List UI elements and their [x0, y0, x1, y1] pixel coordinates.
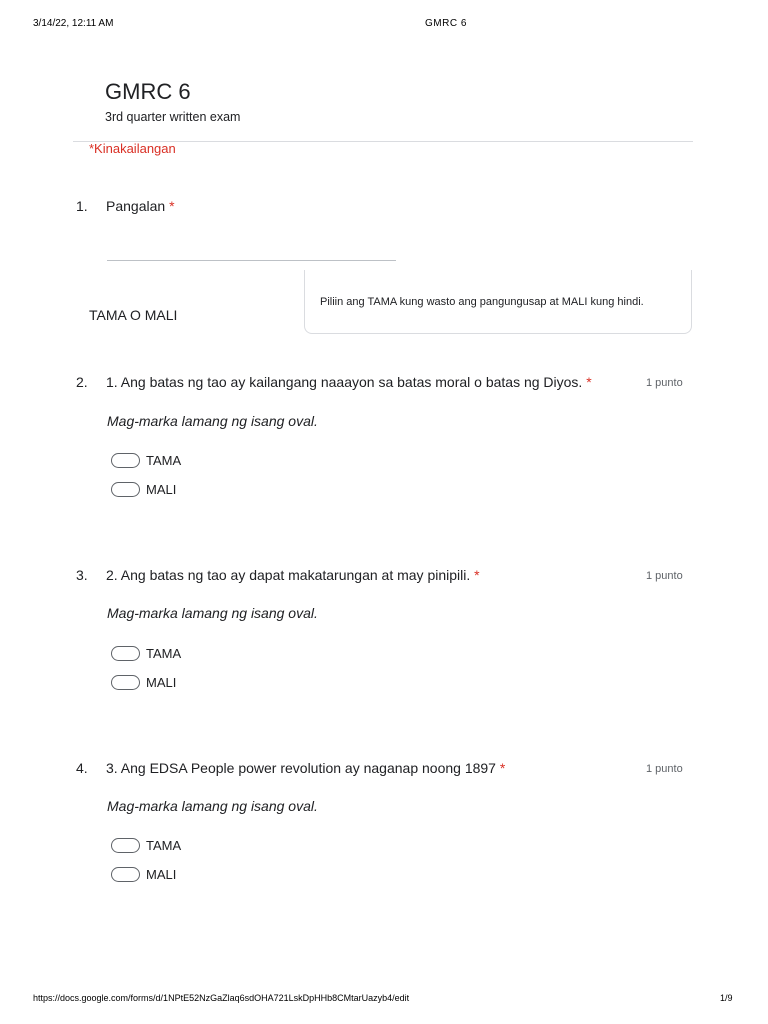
question-points: 1 punto	[646, 377, 683, 389]
required-asterisk: *	[499, 760, 506, 776]
question-label: 1. Ang batas ng tao ay kailangang naaayon sa batas moral o batas ng Diyos.	[106, 374, 583, 390]
oval-radio[interactable]	[111, 838, 140, 853]
print-datetime: 3/14/22, 12:11 AM	[33, 18, 114, 29]
oval-radio[interactable]	[111, 675, 140, 690]
option-mali[interactable]	[111, 673, 176, 691]
name-answer-field[interactable]	[107, 260, 396, 261]
section-description: Piliin ang TAMA kung wasto ang pangungusap at MALI kung hindi.	[320, 296, 644, 308]
required-note: *Kinakailangan	[89, 141, 176, 156]
print-url: https://docs.google.com/forms/d/1NPtE52NzGaZlaq6sdOHA721LskDpHHb8CMtarUazyb4/edit	[33, 993, 410, 1003]
option-label: TAMA	[146, 452, 182, 468]
option-label: TAMA	[146, 837, 182, 853]
question-instruction: Mag-marka lamang ng isang oval.	[107, 605, 318, 621]
oval-radio[interactable]	[111, 453, 140, 468]
required-asterisk: *	[474, 567, 480, 583]
option-label: TAMA	[146, 645, 182, 661]
oval-radio[interactable]	[111, 646, 140, 661]
option-tama[interactable]	[111, 836, 181, 854]
print-page-number: 1/9	[720, 993, 733, 1003]
option-label: MALI	[146, 481, 177, 497]
option-label: MALI	[146, 866, 177, 882]
option-tama[interactable]	[111, 451, 181, 469]
question-number: 1.	[76, 198, 88, 214]
question-text	[106, 760, 505, 776]
required-asterisk: *	[586, 374, 592, 390]
option-mali[interactable]	[111, 480, 176, 498]
question-label: 3. Ang EDSA People power revolution ay naganap noong 1897	[106, 760, 496, 776]
option-tama[interactable]	[111, 644, 181, 662]
question-number: 4.	[76, 760, 88, 776]
form-title: GMRC 6	[105, 79, 191, 104]
oval-radio[interactable]	[111, 867, 140, 882]
required-asterisk: *	[169, 198, 175, 214]
question-text	[106, 198, 175, 214]
section-title: TAMA O MALI	[89, 307, 178, 323]
print-doc-title: GMRC 6	[425, 18, 467, 29]
form-description: 3rd quarter written exam	[105, 110, 241, 124]
question-instruction: Mag-marka lamang ng isang oval.	[107, 798, 318, 814]
question-text	[106, 567, 480, 583]
question-label: Pangalan	[106, 198, 166, 214]
question-number: 3.	[76, 567, 88, 583]
question-number: 2.	[76, 374, 88, 390]
question-label: 2. Ang batas ng tao ay dapat makatarungan at may pinipili.	[106, 567, 471, 583]
option-mali[interactable]	[111, 865, 176, 883]
oval-radio[interactable]	[111, 482, 140, 497]
option-label: MALI	[146, 674, 177, 690]
question-points: 1 punto	[646, 570, 683, 582]
question-points: 1 punto	[646, 763, 683, 775]
question-instruction: Mag-marka lamang ng isang oval.	[107, 413, 318, 429]
question-text	[106, 374, 592, 390]
